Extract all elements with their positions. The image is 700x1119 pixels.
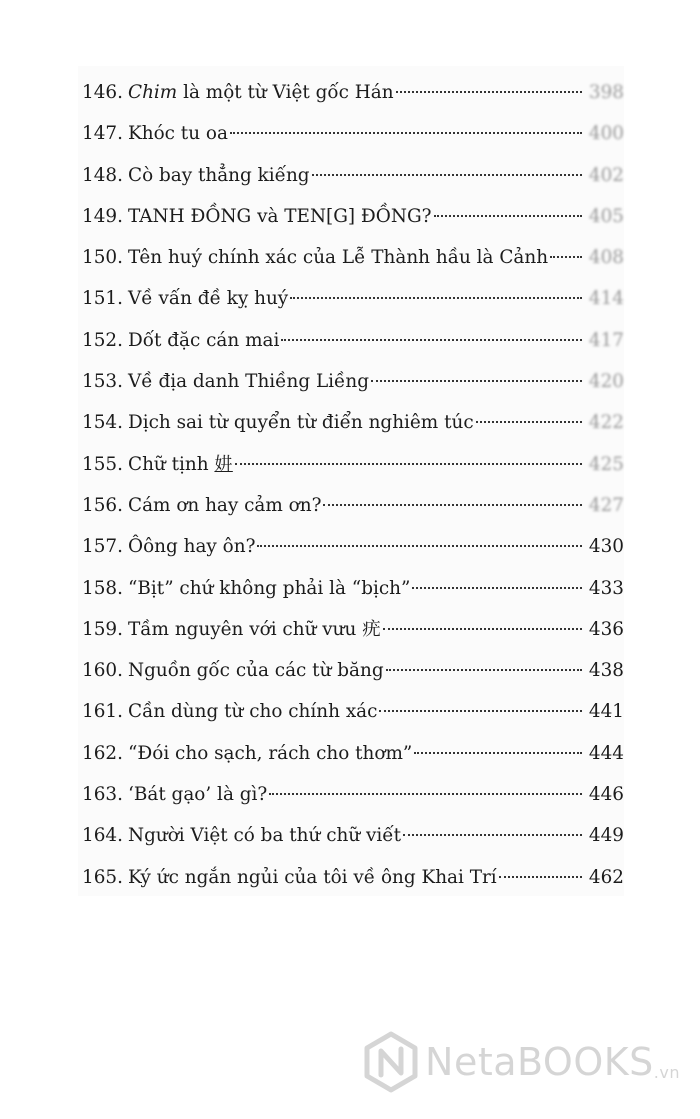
toc-entry-number: 155.	[82, 453, 123, 475]
toc-entry-number: 149.	[82, 205, 123, 227]
dot-leader	[379, 710, 582, 712]
toc-entry-page: 427	[588, 494, 624, 516]
toc-entry	[82, 815, 624, 856]
toc-entry-title: Cần dùng từ cho chính xác	[128, 701, 378, 723]
toc-entry	[82, 196, 624, 237]
toc-entry-page: 402	[588, 164, 624, 186]
toc-entry	[82, 72, 624, 113]
toc-entry-title: “Đói cho sạch, rách cho thơm”	[128, 742, 413, 764]
toc-entry-title: Nguồn gốc của các từ băng	[128, 660, 384, 682]
toc-entry-title: Người Việt có ba thứ chữ viết	[128, 825, 402, 847]
toc-entry	[82, 361, 624, 402]
dot-leader	[257, 545, 582, 547]
toc-entry-page: 441	[588, 701, 624, 723]
toc-entry	[82, 485, 624, 526]
toc-entry-title: TANH ĐỒNG và TEN[G] ĐỒNG?	[128, 205, 432, 227]
toc-entry-page: 422	[588, 412, 624, 434]
hanzi-character: 疣	[362, 618, 381, 640]
toc-entry	[82, 444, 624, 485]
toc-entry-page: 433	[588, 577, 624, 599]
toc-entry-title: Tên huý chính xác của Lễ Thành hầu là Cảnh	[128, 247, 549, 269]
dot-leader	[323, 504, 582, 506]
toc-entry-number: 147.	[82, 123, 123, 145]
dot-leader	[412, 587, 582, 589]
toc-entry-title: Cám ơn hay cảm ơn?	[128, 494, 322, 516]
toc-entry-title: Về địa danh Thiềng Liềng	[128, 371, 369, 393]
toc-entry	[82, 650, 624, 691]
toc-entry	[82, 526, 624, 567]
dot-leader	[312, 174, 582, 176]
toc-entry-title: ‘Bát gạo’ là gì?	[128, 784, 268, 806]
toc-entry-number: 165.	[82, 866, 123, 888]
toc-entry	[82, 155, 624, 196]
toc-entry-number: 162.	[82, 742, 123, 764]
toc-entry-number: 164.	[82, 825, 123, 847]
toc-entry	[82, 568, 624, 609]
dot-leader	[499, 876, 582, 878]
toc-entry-title: Chữ tịnh 妌	[128, 453, 233, 475]
toc-entry-number: 157.	[82, 536, 123, 558]
toc-entry-page: 446	[588, 784, 624, 806]
dot-leader	[235, 463, 582, 465]
toc-entry-title-emphasis: Chim	[128, 82, 178, 103]
toc-entry	[82, 733, 624, 774]
dot-leader	[550, 256, 582, 258]
toc-entry-title: Dốt đặc cán mai	[128, 329, 280, 351]
dot-leader	[281, 339, 582, 341]
toc-entry	[82, 774, 624, 815]
toc-entry-number: 161.	[82, 701, 123, 723]
toc-entry-title: Về vấn đề kỵ huý	[128, 288, 289, 310]
toc-entry-page: 405	[588, 205, 624, 227]
toc-entry-page: 417	[588, 329, 624, 351]
dot-leader	[396, 91, 582, 93]
toc-entry-title: Chim là một từ Việt gốc Hán	[128, 82, 394, 103]
dot-leader	[230, 132, 582, 134]
dot-leader	[414, 752, 582, 754]
toc-entry-page: 449	[588, 825, 624, 847]
netabooks-watermark	[363, 1031, 680, 1093]
toc-entry	[82, 113, 624, 154]
toc-entry	[82, 691, 624, 732]
toc-entry	[82, 609, 624, 650]
toc-entry-number: 148.	[82, 164, 123, 186]
toc-entry-page: 425	[588, 453, 624, 475]
toc-entry-title: Cò bay thẳng kiếng	[128, 164, 310, 186]
toc-entry-number: 153.	[82, 371, 123, 393]
dot-leader	[269, 793, 582, 795]
toc-entry	[82, 320, 624, 361]
toc-entry-number: 150.	[82, 247, 123, 269]
toc-entry-number: 160.	[82, 660, 123, 682]
toc-entry-number: 151.	[82, 288, 123, 310]
n-hexagon-logo-icon	[363, 1031, 419, 1093]
toc-entry-title: Ký ức ngắn ngủi của tôi về ông Khai Trí	[128, 866, 497, 888]
dot-leader	[403, 834, 582, 836]
toc-entry-number: 156.	[82, 494, 123, 516]
toc-entry-page: 462	[588, 866, 624, 888]
dot-leader	[290, 297, 582, 299]
watermark-suffix: .vn	[653, 1063, 680, 1082]
toc-entry	[82, 237, 624, 278]
watermark-brand: NetaBOOKS.vn	[425, 1040, 680, 1084]
toc-entry-number: 152.	[82, 329, 123, 351]
toc-entry	[82, 857, 624, 898]
dot-leader	[434, 215, 583, 217]
toc-entry-page: 420	[588, 371, 624, 393]
toc-entry-page: 444	[588, 742, 624, 764]
toc-entry-number: 154.	[82, 412, 123, 434]
dot-leader	[386, 669, 582, 671]
toc-entry-page: 400	[588, 123, 624, 145]
toc-entry-page: 430	[588, 536, 624, 558]
toc-entry-title: “Bịt” chứ không phải là “bịch”	[128, 577, 411, 599]
dot-leader	[383, 628, 582, 630]
dot-leader	[476, 421, 582, 423]
toc-entry	[82, 278, 624, 319]
toc-entry-number: 158.	[82, 577, 123, 599]
toc-entry-number: 159.	[82, 618, 123, 640]
toc-entry-title: Tầm nguyên với chữ vưu 疣	[128, 618, 381, 640]
toc-entry	[82, 402, 624, 443]
table-of-contents	[82, 72, 624, 898]
toc-entry-title: Ôông hay ôn?	[128, 536, 256, 558]
toc-entry-title: Khóc tu oa	[128, 123, 228, 145]
toc-entry-page: 438	[588, 660, 624, 682]
hanzi-character: 妌	[214, 453, 233, 475]
dot-leader	[371, 380, 582, 382]
toc-entry-page: 436	[588, 618, 624, 640]
toc-entry-title: Dịch sai từ quyển từ điển nghiêm túc	[128, 412, 474, 434]
toc-entry-page: 414	[588, 288, 624, 310]
toc-entry-page: 398	[588, 82, 624, 103]
toc-entry-number: 146.	[82, 82, 123, 103]
toc-entry-page: 408	[588, 247, 624, 269]
toc-entry-number: 163.	[82, 784, 123, 806]
